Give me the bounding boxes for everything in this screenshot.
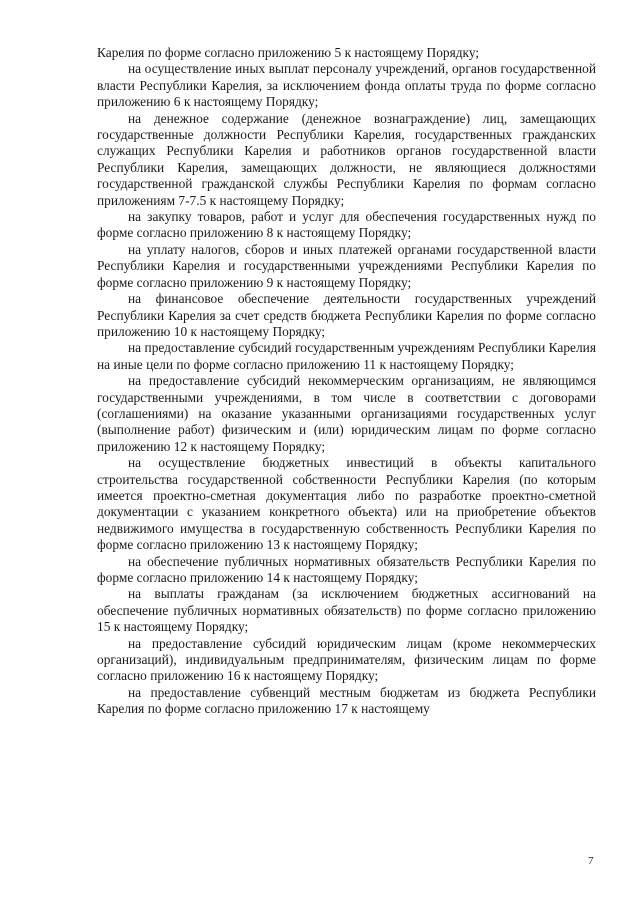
paragraph: на выплаты гражданам (за исключением бюджетных ассигнований на обеспечение публичных нормативных обязательств) по форме согласно приложению 15 к настоящему Порядку;	[97, 586, 596, 635]
paragraph-continuation: Карелия по форме согласно приложению 5 к настоящему Порядку;	[97, 45, 480, 60]
paragraph: на осуществление бюджетных инвестиций в объекты капитального строительства государственной собственности Республики Карелия (по которым имеется проектно-сметная документация либо по разработке проектно-сметной документации с указанием конкретного объекта) или на приобретение объектов недвижимого имущества в государственную собственность Республики Карелия по форме согласно приложению 13 к настоящему Порядку;	[97, 455, 596, 553]
paragraph: на обеспечение публичных нормативных обязательств Республики Карелия по форме согласно приложению 14 к настоящему Порядку;	[97, 553, 596, 585]
paragraph: на уплату налогов, сборов и иных платежей органами государственной власти Республики Карелия и государственными учреждениями Республики Карелия по форме согласно приложению 9 к настоящему Порядку;	[97, 241, 596, 290]
paragraph: на осуществление иных выплат персоналу учреждений, органов государственной власти Республики Карелия, за исключением фонда оплаты труда по форме согласно приложению 6 к настоящему Порядку;	[97, 61, 596, 110]
paragraph: на предоставление субсидий государственным учреждениям Республики Карелия на иные цели по форме согласно приложению 11 к настоящему Порядку;	[97, 340, 596, 372]
paragraph: на закупку товаров, работ и услуг для обеспечения государственных нужд по форме согласно приложению 8 к настоящему Порядку;	[97, 209, 596, 241]
paragraph: на денежное содержание (денежное вознаграждение) лиц, замещающих государственные должности Республики Карелия, государственных гражданских служащих Республики Карелия и работников органов государственной власти Республики Карелия, замещающих должности, не являющиеся должностями государственной гражданской службы Республики Карелия по формам согласно приложениям 7-7.5 к настоящему Порядку;	[97, 110, 596, 208]
paragraph: на предоставление субсидий некоммерческим организациям, не являющимся государственными учреждениями, в том числе в соответствии с договорами (соглашениями) на оказание указанными организациями государственных услуг (выполнение работ) физическим и (или) юридическим лицам по форме согласно приложению 12 к настоящему Порядку;	[97, 373, 596, 454]
paragraph: на предоставление субсидий юридическим лицам (кроме некоммерческих организаций), индивидуальным предпринимателям, физическим лицам по форме согласно приложению 16 к настоящему Порядку;	[97, 635, 596, 684]
paragraph: на финансовое обеспечение деятельности государственных учреждений Республики Карелия за счет средств бюджета Республики Карелия по форме согласно приложению 10 к настоящему Порядку;	[97, 291, 596, 339]
document-body	[97, 45, 596, 718]
paragraph: на предоставление субвенций местным бюджетам из бюджета Республики Карелия по форме согласно приложению 17 к настоящему	[97, 684, 596, 717]
page-number: 7	[588, 855, 594, 867]
